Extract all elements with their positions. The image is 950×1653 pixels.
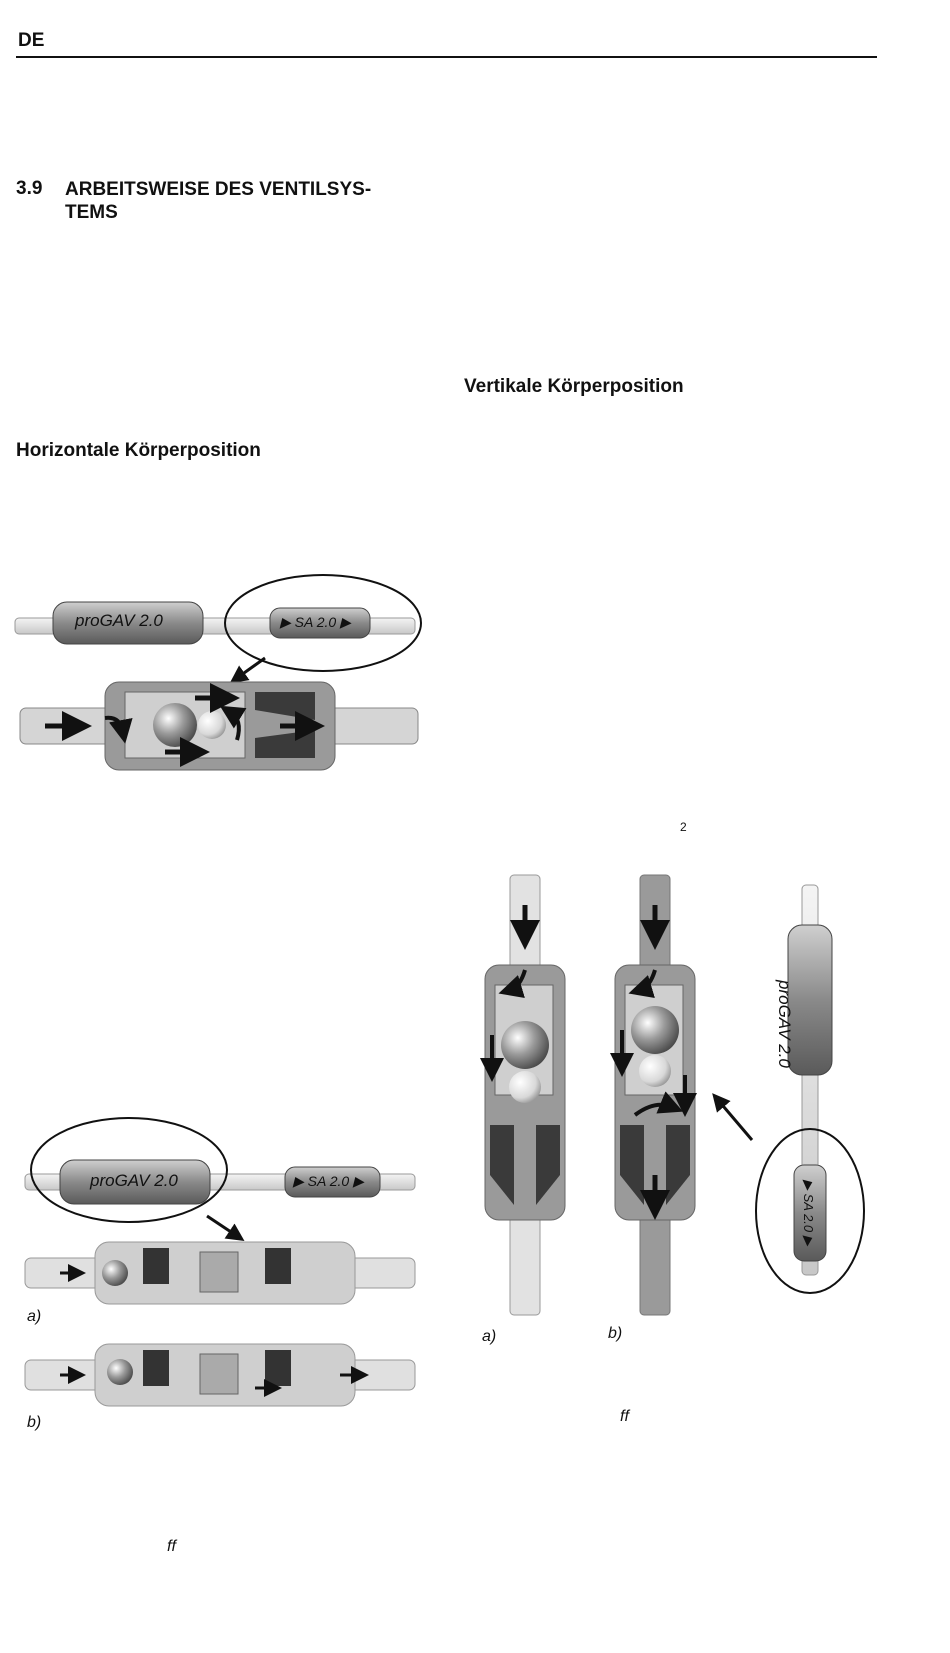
language-code: DE (18, 30, 45, 51)
fig3-label-a: a) (482, 1328, 497, 1345)
fig3-progav-label: proGAV 2.0 (775, 980, 794, 1068)
figure-vertical-sa-detail (480, 875, 870, 1325)
section-title-line-1: ARBEITSWEISE DES VENTILSYS- (65, 179, 372, 200)
fig2-label-a: a) (27, 1308, 42, 1325)
fig2-label-b: b) (27, 1414, 42, 1431)
fig3-sa-label: ▶ SA 2.0 ▶ (801, 1180, 816, 1246)
fig1-progav-label: proGAV 2.0 (75, 611, 163, 630)
fig3-label-b: b) (608, 1325, 623, 1342)
ff-marker-right: ff (620, 1408, 629, 1425)
section-title-line-2: TEMS (65, 202, 118, 223)
fig2-progav-label: proGAV 2.0 (90, 1171, 178, 1190)
fig2-sa-label: ▶ SA 2.0 ▶ (293, 1173, 364, 1189)
superscript-2: 2 (680, 820, 687, 834)
fig1-sa-label: ▶ SA 2.0 ▶ (280, 614, 351, 630)
section-title (65, 178, 405, 224)
header-rule (16, 56, 877, 58)
figure-horizontal-progav-detail (15, 1110, 420, 1410)
ff-marker-left: ff (167, 1538, 176, 1555)
section-number: 3.9 (16, 178, 43, 199)
subheading-vertical: Vertikale Körperposition (464, 376, 684, 397)
subheading-horizontal: Horizontale Körperposition (16, 440, 261, 461)
